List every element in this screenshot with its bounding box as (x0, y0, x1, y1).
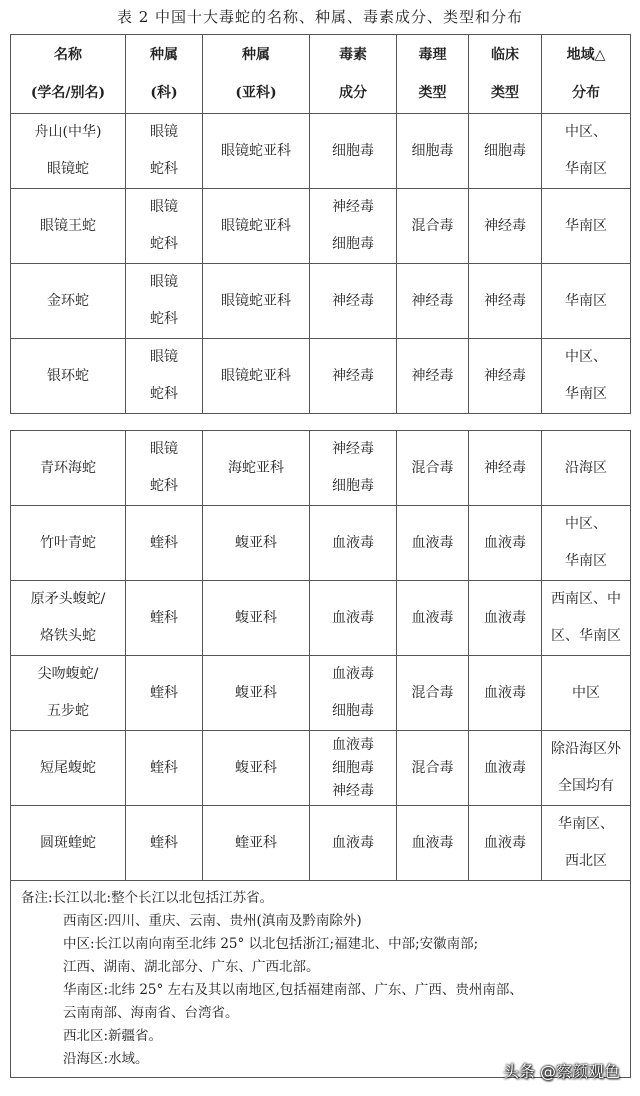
cell-text: 中区、 (565, 124, 607, 140)
table-cell (469, 656, 542, 731)
cell-text: 眼镜 (150, 199, 178, 215)
table-row (11, 339, 631, 414)
table-cell (542, 189, 631, 264)
cell-text: 混合毒 (411, 217, 454, 234)
cell-text: 地域△ (566, 47, 606, 63)
cell-text: 全国均有 (558, 778, 614, 794)
cell-text: 血液毒 (411, 534, 454, 551)
cell-text: 区、华南区 (551, 628, 621, 644)
watermark: 头条 @察颜观色 (502, 1062, 620, 1081)
cell-text: 华南区 (565, 553, 607, 569)
table-cell (397, 581, 469, 656)
table-cell (310, 264, 397, 339)
cell-text: 血液毒 (411, 834, 454, 851)
table-cell (126, 581, 203, 656)
table-cell (203, 264, 310, 339)
cell-text: 神经毒 (484, 367, 526, 384)
cell-text: 血液毒 (484, 609, 526, 626)
table-cell (397, 656, 469, 731)
cell-text: 血液毒 (484, 684, 526, 701)
cell-text: 神经毒 (484, 292, 526, 309)
table-cell (469, 431, 542, 506)
table-header-row (11, 35, 631, 114)
note-line: 华南区:北纬 25° 左右及其以南地区,包括福建南部、广东、广西、贵州南部、 (63, 982, 523, 998)
cell-text: 尖吻蝮蛇/ (37, 666, 99, 682)
cell-text: 毒素 (339, 47, 367, 63)
cell-text: 海蛇亚科 (228, 459, 284, 476)
table-cell (126, 264, 203, 339)
table-cell (397, 189, 469, 264)
snake-table-part2 (10, 430, 631, 1078)
cell-text: 种属 (242, 47, 270, 63)
cell-text: 中区、 (565, 349, 607, 365)
table-cell (11, 264, 126, 339)
table-row (11, 114, 631, 189)
table-cell (542, 339, 631, 414)
table-cell (126, 114, 203, 189)
cell-text: 成分 (339, 85, 367, 101)
cell-text: 神经毒 (411, 292, 454, 309)
cell-text: 华南区 (565, 161, 607, 177)
cell-text: 蝰科 (150, 834, 178, 851)
table-cell (469, 506, 542, 581)
cell-text: 神经毒 (332, 367, 374, 384)
table-cell (126, 431, 203, 506)
note-line: 江西、湖南、湖北部分、广东、广西北部。 (63, 959, 320, 975)
note-line: 沿海区:水域。 (63, 1051, 149, 1067)
table-row (11, 264, 631, 339)
cell-text: 西南区、中 (551, 591, 621, 607)
cell-text: 蛇科 (150, 161, 178, 177)
cell-text: 名称 (54, 47, 82, 63)
header-cell (203, 35, 310, 114)
cell-text: 混合毒 (411, 459, 454, 476)
cell-text: 蝮亚科 (235, 534, 277, 551)
table-cell (397, 431, 469, 506)
cell-text: 蝰科 (150, 534, 178, 551)
cell-text: 蝰科 (150, 684, 178, 701)
table-cell (126, 731, 203, 806)
table-title: 表 2 中国十大毒蛇的名称、种属、毒素成分、类型和分布 (116, 8, 524, 26)
table-cell (397, 506, 469, 581)
cell-text: 圆斑蝰蛇 (40, 834, 96, 851)
header-cell (542, 35, 631, 114)
cell-text: 血液毒 (484, 834, 526, 851)
table-cell (126, 806, 203, 881)
table-cell (469, 114, 542, 189)
cell-text: 烙铁头蛇 (40, 628, 96, 644)
cell-text: 血液毒 (332, 834, 374, 851)
table-cell (542, 731, 631, 806)
cell-text: 蛇科 (150, 236, 178, 252)
table-cell (542, 656, 631, 731)
cell-text: 蛇科 (150, 478, 178, 494)
table-row (11, 656, 631, 731)
cell-text: 混合毒 (411, 759, 454, 776)
table-cell (310, 581, 397, 656)
table-cell (542, 431, 631, 506)
table-cell (469, 731, 542, 806)
table-cell (203, 581, 310, 656)
cell-text: 神经毒 (332, 199, 374, 215)
table-cell (11, 189, 126, 264)
table-cell (203, 339, 310, 414)
table-cell (469, 264, 542, 339)
header-cell (397, 35, 469, 114)
cell-text: 神经毒 (332, 782, 374, 799)
table-cell (11, 731, 126, 806)
cell-text: 细胞毒 (332, 759, 374, 776)
table-cell (310, 731, 397, 806)
cell-text: 眼镜 (150, 124, 178, 140)
table-cell (11, 806, 126, 881)
cell-text: 西北区 (565, 853, 607, 869)
table-cell (469, 806, 542, 881)
cell-text: 舟山(中华) (34, 124, 102, 140)
cell-text: 除沿海区外 (551, 741, 621, 757)
note-line: 中区:长江以南向南至北纬 25° 以北包括浙江;福建北、中部;安徽南部; (63, 936, 479, 952)
table-cell (310, 189, 397, 264)
cell-text: 蝮亚科 (235, 759, 277, 776)
table-cell (310, 806, 397, 881)
cell-text: 青环海蛇 (40, 459, 96, 476)
table-cell (203, 431, 310, 506)
cell-text: 血液毒 (484, 534, 526, 551)
table-cell (542, 264, 631, 339)
cell-text: 蝮亚科 (235, 684, 277, 701)
cell-text: 短尾蝮蛇 (40, 759, 96, 776)
cell-text: 细胞毒 (332, 142, 374, 159)
notes-row (11, 881, 631, 1078)
cell-text: 血液毒 (332, 666, 374, 682)
cell-text: 中区、 (565, 516, 607, 532)
cell-text: 血液毒 (332, 534, 374, 551)
cell-text: 血液毒 (332, 736, 374, 753)
table-cell (126, 506, 203, 581)
cell-text: 竹叶青蛇 (40, 534, 96, 551)
table-cell (397, 806, 469, 881)
table-cell (203, 189, 310, 264)
cell-text: 细胞毒 (484, 142, 526, 159)
table-cell (397, 114, 469, 189)
table-cell (542, 806, 631, 881)
table-cell (469, 189, 542, 264)
table-cell (11, 431, 126, 506)
cell-text: 类型 (418, 85, 447, 101)
cell-text: 细胞毒 (332, 703, 374, 719)
cell-text: 眼镜蛇亚科 (221, 142, 291, 159)
cell-text: 中区 (572, 684, 600, 701)
header-cell (126, 35, 203, 114)
cell-text: 沿海区 (565, 459, 607, 476)
cell-text: 华南区 (565, 386, 607, 402)
snake-table-part1 (10, 34, 631, 414)
note-line: 云南南部、海南省、台湾省。 (63, 1005, 239, 1021)
cell-text: 类型 (491, 85, 519, 101)
table-cell (469, 339, 542, 414)
cell-text: 神经毒 (484, 459, 526, 476)
table-cell (203, 731, 310, 806)
cell-text: 眼镜蛇亚科 (221, 367, 291, 384)
table-cell (203, 656, 310, 731)
cell-text: 华南区、 (558, 816, 614, 832)
cell-text: 种属 (150, 47, 178, 63)
cell-text: 原矛头蝮蛇/ (30, 591, 106, 607)
cell-text: 银环蛇 (47, 367, 89, 384)
note-line: 西南区:四川、重庆、云南、贵州(滇南及黔南除外) (63, 913, 362, 929)
cell-text: 血液毒 (484, 759, 526, 776)
table-cell (542, 506, 631, 581)
cell-text: 血液毒 (411, 609, 454, 626)
cell-text: 眼镜 (150, 441, 178, 457)
table-row (11, 506, 631, 581)
cell-text: 金环蛇 (47, 292, 89, 309)
table-row (11, 806, 631, 881)
table-cell (11, 506, 126, 581)
table-cell (542, 581, 631, 656)
cell-text: (亚科) (235, 85, 277, 101)
table-cell (310, 656, 397, 731)
cell-text: 华南区 (565, 217, 607, 234)
header-cell (11, 35, 126, 114)
cell-text: 神经毒 (332, 441, 374, 457)
cell-text: 细胞毒 (332, 236, 374, 252)
cell-text: 神经毒 (484, 217, 526, 234)
table-cell (203, 506, 310, 581)
cell-text: 毒理 (418, 47, 447, 63)
cell-text: 蛇科 (150, 386, 178, 402)
cell-text: 分布 (572, 85, 600, 101)
table-cell (397, 731, 469, 806)
cell-text: 细胞毒 (332, 478, 374, 494)
table-cell (126, 656, 203, 731)
table-cell (397, 264, 469, 339)
cell-text: 华南区 (565, 292, 607, 309)
cell-text: 五步蛇 (47, 703, 89, 719)
note-line: 西北区:新疆省。 (63, 1028, 163, 1044)
table-cell (397, 339, 469, 414)
table-cell (11, 656, 126, 731)
cell-text: 蝰亚科 (235, 834, 277, 851)
cell-text: 混合毒 (411, 684, 454, 701)
cell-text: 细胞毒 (411, 142, 454, 159)
cell-text: 蝰科 (150, 759, 178, 776)
notes-cell (11, 881, 631, 1078)
cell-text: 眼镜蛇亚科 (221, 292, 291, 309)
table-cell (542, 114, 631, 189)
cell-text: 蝰科 (150, 609, 178, 626)
cell-text: 血液毒 (332, 609, 374, 626)
cell-text: 眼镜 (150, 274, 178, 290)
cell-text: 眼镜王蛇 (40, 217, 96, 234)
table-row (11, 581, 631, 656)
header-cell (310, 35, 397, 114)
note-first-line: 备注:长江以北:整个长江以北包括江苏省。 (21, 890, 274, 906)
table-row (11, 731, 631, 806)
table-cell (11, 114, 126, 189)
header-cell (469, 35, 542, 114)
table-cell (11, 339, 126, 414)
table-cell (310, 431, 397, 506)
cell-text: (学名/别名) (30, 85, 106, 101)
table-cell (203, 806, 310, 881)
table-cell (310, 506, 397, 581)
table-cell (203, 114, 310, 189)
cell-text: 蝮亚科 (235, 609, 277, 626)
table-cell (11, 581, 126, 656)
cell-text: 神经毒 (332, 292, 374, 309)
table-cell (126, 339, 203, 414)
table-row (11, 189, 631, 264)
table-cell (469, 581, 542, 656)
table-cell (310, 114, 397, 189)
cell-text: 神经毒 (411, 367, 454, 384)
cell-text: 眼镜蛇 (47, 161, 89, 177)
cell-text: 眼镜 (150, 349, 178, 365)
cell-text: 蛇科 (150, 311, 178, 327)
table-cell (126, 189, 203, 264)
cell-text: (科) (150, 85, 178, 101)
cell-text: 眼镜蛇亚科 (221, 217, 291, 234)
table-row (11, 431, 631, 506)
cell-text: 临床 (491, 47, 519, 63)
table-cell (310, 339, 397, 414)
